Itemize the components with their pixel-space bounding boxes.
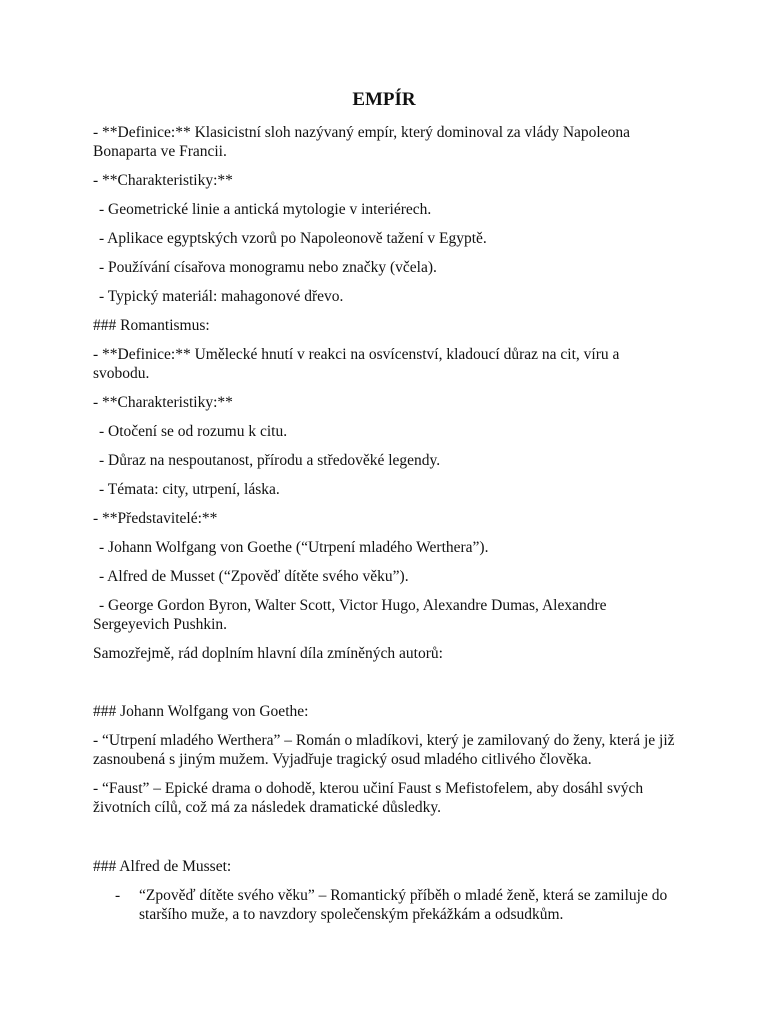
romantismus-definition	[93, 345, 683, 383]
romantismus-characteristics-heading: - **Charakteristiky:**	[93, 394, 233, 411]
list-item: - Typický materiál: mahagonové dřevo.	[99, 288, 344, 305]
text-line: “Zpověď dítěte svého věku” – Romantický příběh o mladé ženě, která se zamiluje do	[139, 887, 668, 904]
text-line: staršího muže, a to navzdory společenským překážkám a odsudkům.	[139, 906, 564, 923]
list-item: - Aplikace egyptských vzorů po Napoleonově tažení v Egyptě.	[99, 230, 487, 247]
intro-paragraph: Samozřejmě, rád doplním hlavní díla zmíněných autorů:	[93, 645, 443, 662]
text-line: - “Faust” – Epické drama o dohodě, kterou učiní Faust s Mefistofelem, aby dosáhl svých	[93, 780, 644, 797]
faust-entry	[93, 779, 683, 817]
text-line: - **Definice:** Umělecké hnutí v reakci na osvícenství, kladoucí důraz na cit, víru a	[93, 346, 620, 363]
list-item: - Témata: city, utrpení, láska.	[99, 481, 280, 498]
list-item: - Alfred de Musset (“Zpověď dítěte svého věku”).	[99, 568, 409, 585]
empir-characteristics-heading: - **Charakteristiky:**	[93, 172, 233, 189]
text-line: Sergeyevich Pushkin.	[93, 616, 228, 633]
musset-heading: ### Alfred de Musset:	[93, 858, 232, 875]
empir-definition	[93, 123, 683, 161]
representatives-heading: - **Představitelé:**	[93, 510, 218, 527]
text-line: - “Utrpení mladého Werthera” – Román o mladíkovi, který je zamilovaný do ženy, která je již	[93, 732, 675, 749]
document-title: EMPÍR	[352, 89, 416, 110]
list-item: - Otočení se od rozumu k citu.	[99, 423, 288, 440]
zpoved-entry	[139, 886, 667, 924]
list-item: - Johann Wolfgang von Goethe (“Utrpení mladého Werthera”).	[99, 539, 489, 556]
text-line: životních cílů, což má za následek dramatické důsledky.	[93, 799, 442, 816]
list-bullet: -	[115, 887, 121, 904]
list-item: - Používání císařova monogramu nebo značky (včela).	[99, 259, 437, 276]
other-representatives	[93, 596, 683, 634]
text-line: svobodu.	[93, 365, 150, 382]
goethe-heading: ### Johann Wolfgang von Goethe:	[93, 703, 309, 720]
list-item: - Důraz na nespoutanost, přírodu a středověké legendy.	[99, 452, 441, 469]
text-line: - George Gordon Byron, Walter Scott, Victor Hugo, Alexandre Dumas, Alexandre	[99, 597, 607, 614]
text-line: Bonaparta ve Francii.	[93, 143, 227, 160]
werther-entry	[93, 731, 683, 769]
list-item: - Geometrické linie a antická mytologie v interiérech.	[99, 201, 432, 218]
text-line: zasnoubená s jiným mužem. Vyjadřuje tragický osud mladého citlivého člověka.	[93, 751, 592, 768]
romantismus-heading: ### Romantismus:	[93, 317, 210, 334]
text-line: - **Definice:** Klasicistní sloh nazývaný empír, který dominoval za vlády Napoleona	[93, 124, 630, 141]
